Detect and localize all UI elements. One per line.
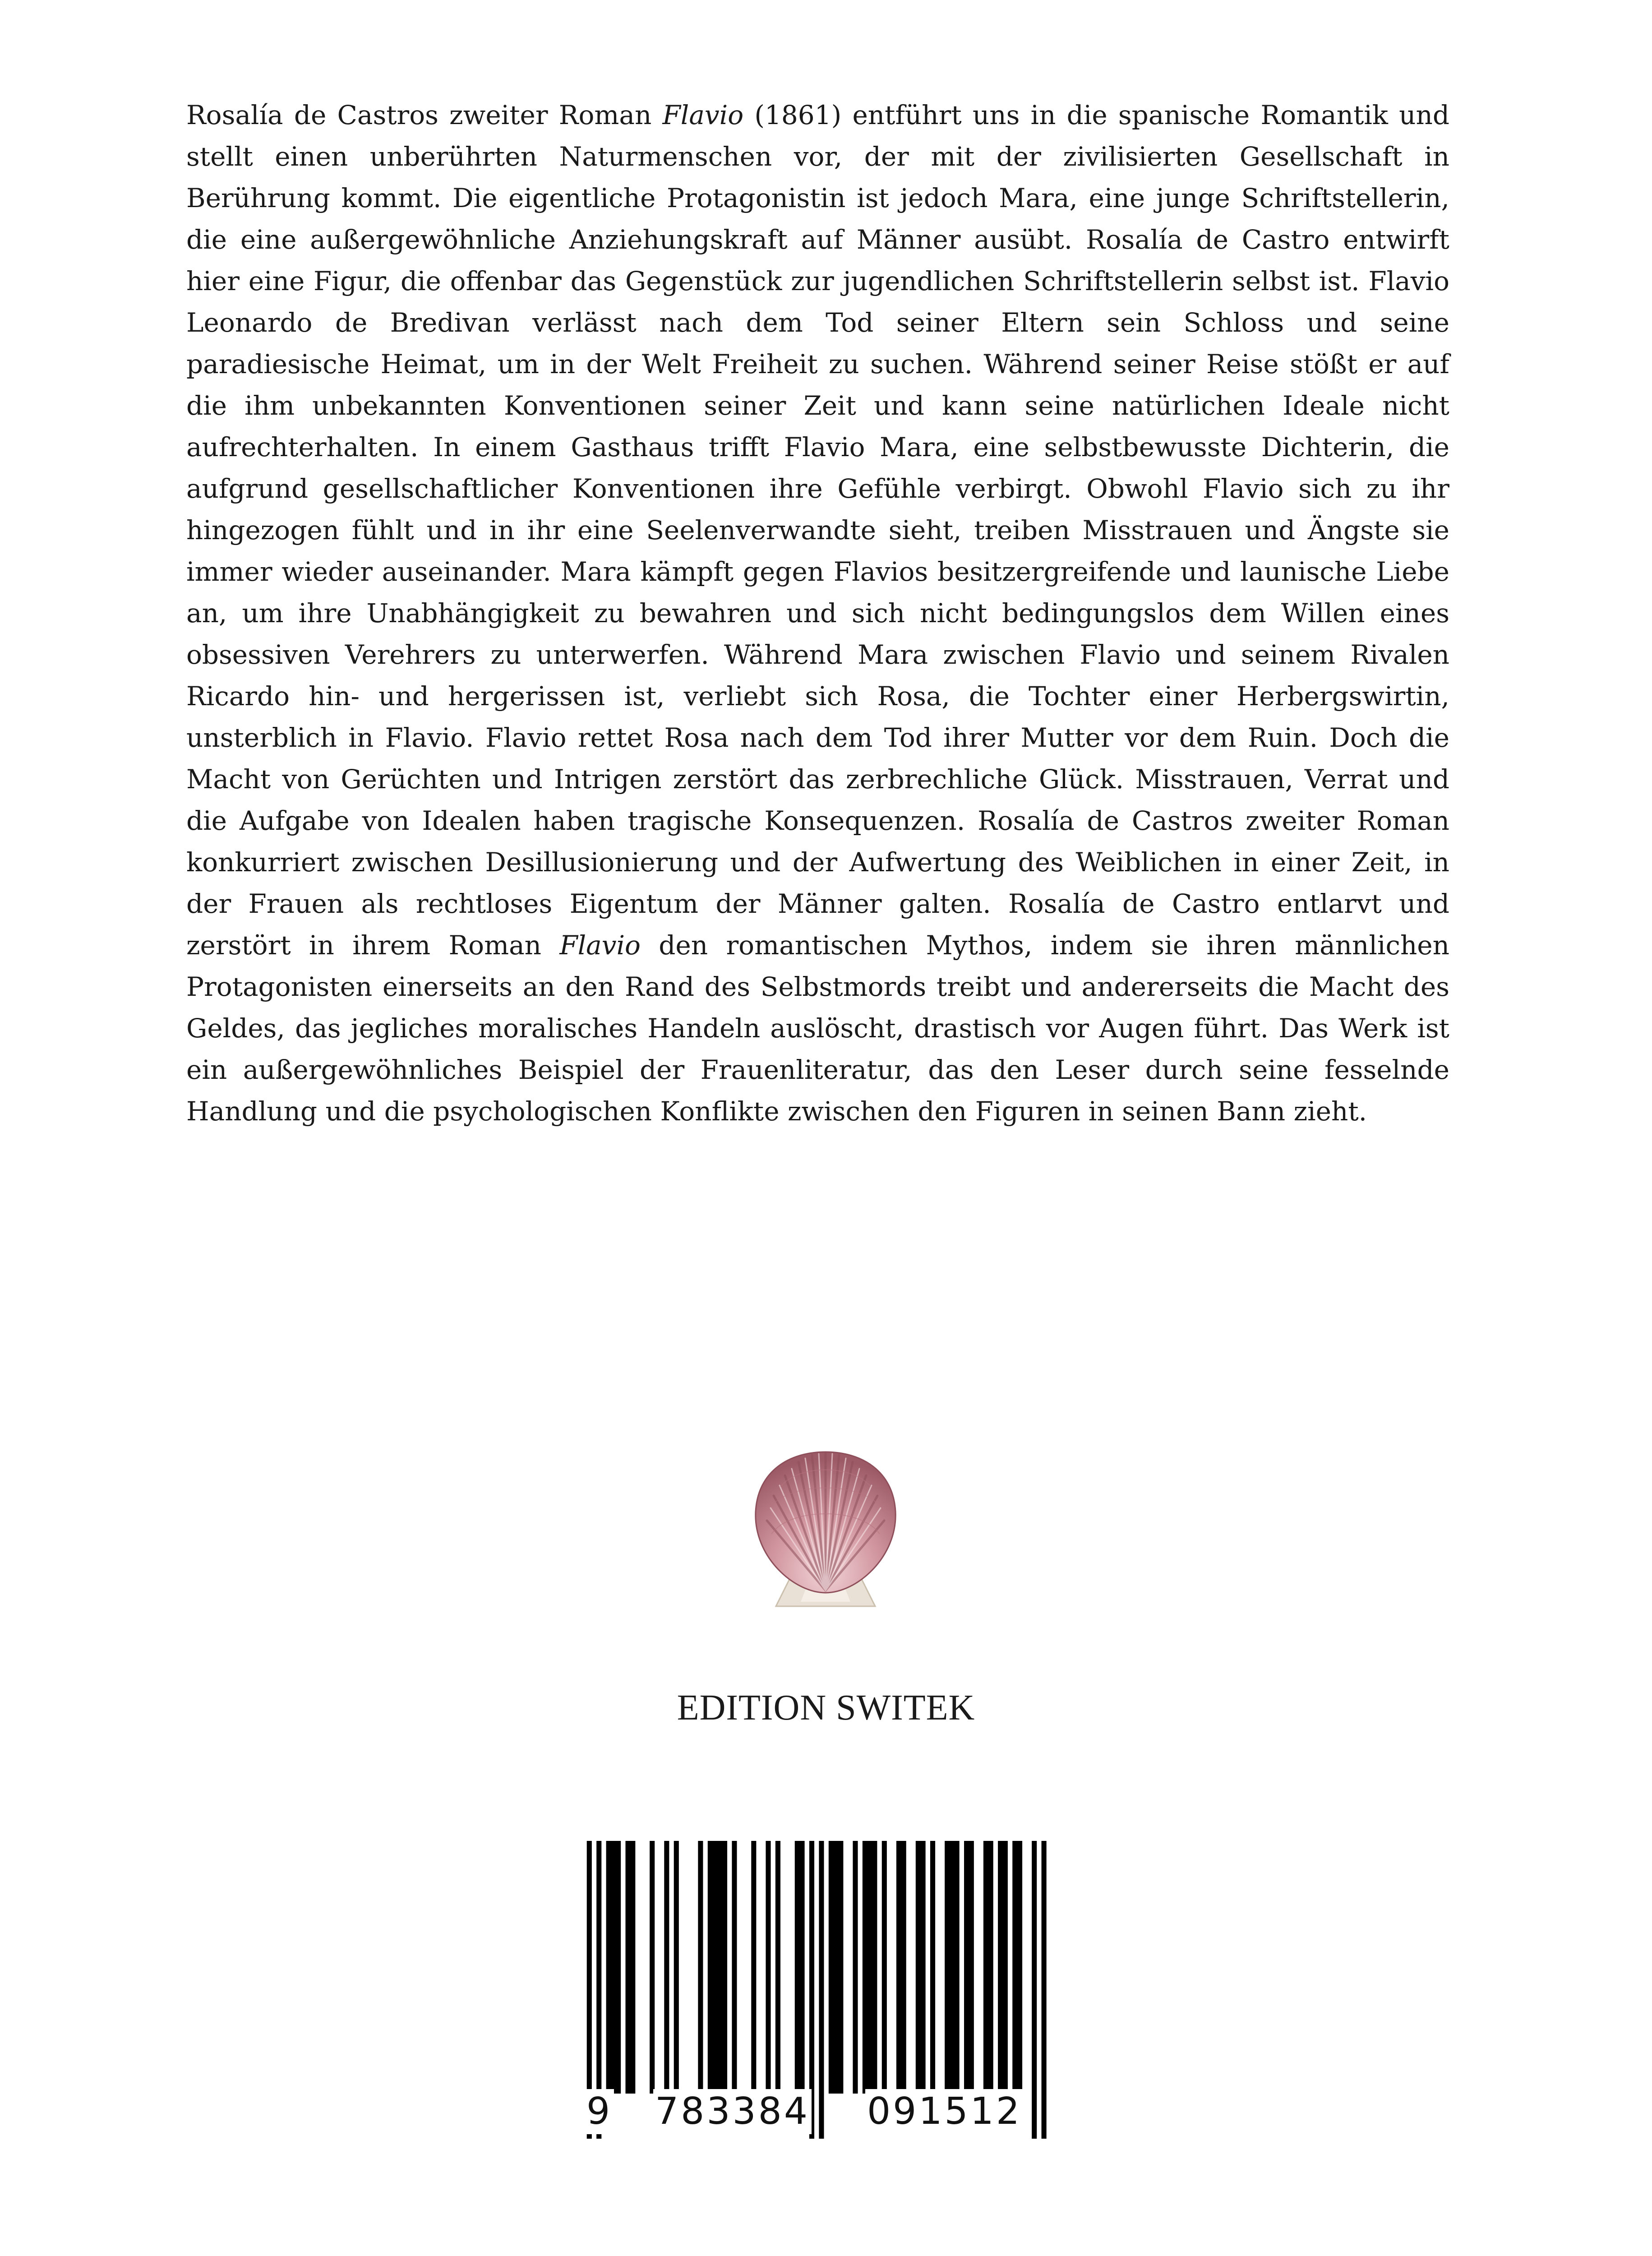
- barcode-bar: [998, 1841, 1003, 2094]
- barcode-bar: [616, 1841, 621, 2094]
- barcode-bar: [950, 1841, 955, 2094]
- barcode-bar: [708, 1841, 713, 2094]
- barcode-bar: [921, 1841, 926, 2094]
- barcode-bar: [674, 1841, 679, 2094]
- barcode-bar: [863, 1841, 868, 2094]
- back-cover-blurb: [186, 94, 1449, 1132]
- barcode-bar: [988, 1841, 993, 2094]
- barcode-bar: [664, 1841, 669, 2094]
- barcode-bar: [775, 1841, 780, 2094]
- barcode-digit-first: 9: [585, 2089, 614, 2134]
- barcode-bar: [945, 1841, 950, 2094]
- barcode-bar: [795, 1841, 800, 2094]
- barcode-bar: [799, 1841, 804, 2094]
- barcode-bar: [650, 1841, 655, 2094]
- blurb-text-2: (1861) entführt uns in die spanische Romantik und stellt einen unberührten Naturmenschen vor, der mit der zivilisierten Gesellschaft in Berührung kommt. Die eigentliche Protagonistin ist jedoch Mara, eine junge Schriftstellerin, die eine außergewöhnliche Anziehungskraft auf Männer ausübt. Rosalía de Castro entwirft hier eine Figur, die offenbar das Gegenstück zur jugendlichen Schriftstellerin selbst ist. Flavio Leonardo de Bredivan verlässt nach dem Tod seiner Eltern sein Schloss und seine paradiesische Heimat, um in der Welt Freiheit zu suchen. Während seiner Reise stößt er auf die ihm unbekannten Konventionen seiner Zeit und kann seine natürlichen Ideale nicht aufrechterhalten. In einem Gasthaus trifft Flavio Mara, eine selbstbewusste Dichterin, die aufgrund gesellschaftlicher Konventionen ihre Gefühle verbirgt. Obwohl Flavio sich zu ihr hingezogen fühlt und in ihr eine Seelenverwandte sieht, treiben Misstrauen und Ängste sie immer wieder auseinander. Mara kämpft gegen Flavios besitzergreifende und launische Liebe an, um ihre Unabhängigkeit zu bewahren und sich nicht bedingungslos dem Willen eines obsessiven Verehrers zu unterwerfen. Während Mara zwischen Flavio und seinem Rivalen Ricardo hin- und hergerissen ist, verliebt sich Rosa, die Tochter einer Herbergswirtin, unsterblich in Flavio. Flavio rettet Rosa nach dem Tod ihrer Mutter vor dem Ruin. Doch die Macht von Gerüchten und Intrigen zerstört das zerbrechliche Glück. Misstrauen, Verrat und die Aufgabe von Idealen haben tragische Konsequenzen. Rosalía de Castros zweiter Roman konkurriert zwischen Desillusionierung und der Aufwertung des Weiblichen in einer Zeit, in der Frauen als rechtloses Eigentum der Männer galten. Rosalía de Castro entlarvt und zerstört in ihrem Roman: [186, 100, 1449, 961]
- barcode-bar: [964, 1841, 969, 2094]
- barcode-bar: [1003, 1841, 1008, 2094]
- barcode-guard-bar: [1032, 1841, 1037, 2139]
- blurb-text-1: Rosalía de Castros zweiter Roman: [186, 100, 663, 130]
- barcode-bar: [717, 1841, 722, 2094]
- barcode-bar: [868, 1841, 872, 2094]
- barcode-bar: [955, 1841, 960, 2094]
- barcode-guard-bar: [819, 1841, 824, 2139]
- barcode-bar: [834, 1841, 839, 2094]
- barcode-bar: [1017, 1841, 1022, 2094]
- barcode-bar: [969, 1841, 974, 2094]
- scallop-shell-image: [740, 1444, 911, 1615]
- barcode-bar: [611, 1841, 616, 2094]
- barcode-bar: [853, 1841, 858, 2094]
- barcode-bar: [983, 1841, 988, 2094]
- blurb-text-3: den romantischen Mythos, indem sie ihren männlichen Protagonisten einerseits an den Rand des Selbstmords treibt und andererseits die Macht des Geldes, das jegliches moralisches Handeln auslöscht, drastisch vor Augen führt. Das Werk ist ein außergewöhnliches Beispiel der Frauenliteratur, das den Leser durch seine fesselnde Handlung und die psychologischen Konflikte zwischen den Figuren in seinen Bann zieht.: [186, 930, 1449, 1127]
- barcode-bar: [722, 1841, 727, 2094]
- barcode-bar: [930, 1841, 935, 2094]
- barcode-bar: [829, 1841, 834, 2094]
- barcode-bar: [751, 1841, 756, 2094]
- barcode-guard-bar: [1042, 1841, 1047, 2139]
- barcode-bar: [732, 1841, 737, 2094]
- barcode-bar: [916, 1841, 921, 2094]
- barcode-bar: [630, 1841, 635, 2094]
- barcode-bar: [1012, 1841, 1017, 2094]
- barcode-bar: [882, 1841, 887, 2094]
- barcode-bar: [896, 1841, 901, 2094]
- barcode-bar: [712, 1841, 717, 2094]
- barcode-bar: [838, 1841, 843, 2094]
- publisher-name: EDITION SWITEK: [677, 1688, 975, 1728]
- barcode-bar: [766, 1841, 771, 2094]
- book-title-italic: Flavio: [662, 100, 744, 130]
- barcode-bar: [872, 1841, 877, 2094]
- barcode-bar: [625, 1841, 630, 2094]
- barcode-bar: [698, 1841, 703, 2094]
- scallop-shell-logo: [740, 1444, 911, 1615]
- book-title-italic: Flavio: [559, 930, 641, 961]
- barcode-digits-left: 783384: [653, 2089, 812, 2134]
- barcode-digits-right: 091512: [865, 2089, 1024, 2134]
- barcode-bar: [901, 1841, 906, 2094]
- barcode-bar: [606, 1841, 611, 2094]
